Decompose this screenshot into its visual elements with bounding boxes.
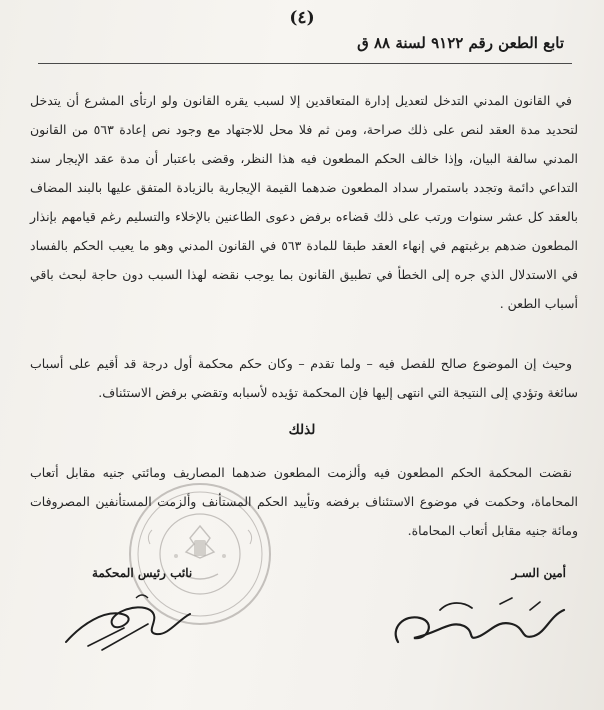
ruling-paragraph-2: وحيث إن الموضوع صالح للفصل فيه – ولما تقدم – وكان حكم محكمة أول درجة قد أقيم على أسباب سائغة وتؤدي إلى النتيجة التي انتهى إليها فإن المحكمة تؤيده لأسبابه وتقضي برفض الاستئناف.	[30, 356, 578, 400]
page-number: (٤)	[289, 8, 315, 28]
deputy-president-label: نائب رئيس المحكمة	[92, 566, 193, 580]
secretary-label: أمين السـر	[511, 566, 566, 580]
section-title: لذلك	[288, 422, 316, 438]
appeal-title: تابع الطعن رقم ٩١٢٢ لسنة ٨٨ ق	[357, 34, 564, 52]
ruling-paragraph-1: في القانون المدني التدخل لتعديل إدارة المتعاقدين إلا لسبب يقره القانون ولو ارتأى المشرع أن يتدخل لتحديد مدة العقد لنص على ذلك صراحة، ومن ثم فلا محل للاجتهاد مع وجود نص إعادة ٥٦٣ من القانون المدني سالفة البيان، وإذا خالف الحكم المطعون فيه هذا النظر، وقضى باعتبار أن مدة عقد الإيجار سند التداعي دائمة وتجدد باستمرار سداد المطعون ضدهما القيمة الإيجارية بالزيادة المتفق عليها بالبند المضاف بالعقد كل عشر سنوات ورتب على ذلك قضاءه برفض دعوى الطاعنين بالإخلاء والتسليم رغم قيامهم بإنذار المطعون ضدهم برغبتهم في إنهاء العقد طبقا للمادة ٥٦٣ في القانون المدني وهو ما يعيب الحكم بالفساد في الاستدلال الذي جره إلى الخطأ في تطبيق القانون بما يوجب نقضه لهذا السبب دون حاجة لبحث باقي أسباب الطعن .	[30, 93, 578, 311]
title-underline	[38, 63, 572, 64]
ruling-paragraph-3: نقضت المحكمة الحكم المطعون فيه وألزمت المطعون ضدهما المصاريف ومائتي جنيه مقابل أتعاب المحاماة، وحكمت في موضوع الاستئناف برفضه وتأييد الحكم المستأنف وألزمت المستأنفين المصروفات ومائة جنيه مقابل أتعاب المحاماة.	[30, 465, 578, 538]
deputy-president-signature	[52, 584, 202, 654]
secretary-signature	[380, 580, 580, 660]
